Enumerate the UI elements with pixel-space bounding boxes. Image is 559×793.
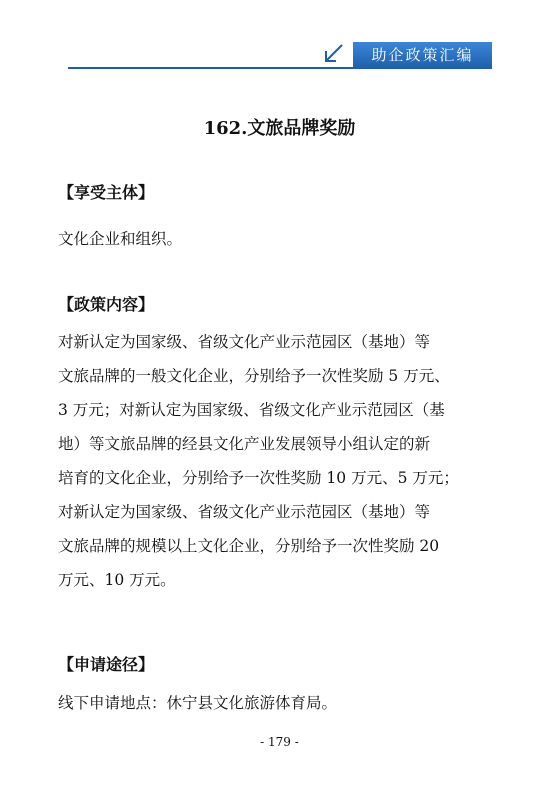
section-body-beneficiary [58,222,502,256]
body-line: 文旅品牌的一般文化企业，分别给予一次性奖励 5 万元、 [58,367,450,385]
body-line: 万元、10 万元。 [58,571,176,589]
section-body-application [58,686,502,720]
body-line: 线下申请地点：休宁县文化旅游体育局。 [58,694,338,712]
header-section-tab: 助企政策汇编 [353,42,492,69]
body-line: 对新认定为国家级、省级文化产业示范园区（基地）等 [58,503,431,521]
body-line: 对新认定为国家级、省级文化产业示范园区（基地）等 [58,333,431,351]
section-heading-beneficiary: 【享受主体】 [58,183,155,202]
body-line: 文旅品牌的规模以上文化企业，分别给予一次性奖励 20 [58,537,440,555]
section-heading-application: 【申请途径】 [58,655,155,674]
body-line: 文化企业和组织。 [58,230,183,248]
page-number: - 179 - [260,735,299,749]
section-body-policy [58,325,502,597]
arrow-down-left-icon [320,42,346,66]
body-line: 培育的文化企业，分别给予一次性奖励 10 万元、5 万元； [58,469,459,487]
page-title: 162.文旅品牌奖励 [203,118,356,139]
body-line: 3 万元；对新认定为国家级、省级文化产业示范园区（基 [58,401,445,419]
body-line: 地）等文旅品牌的经县文化产业发展领导小组认定的新 [58,435,431,453]
section-heading-policy: 【政策内容】 [58,295,155,314]
